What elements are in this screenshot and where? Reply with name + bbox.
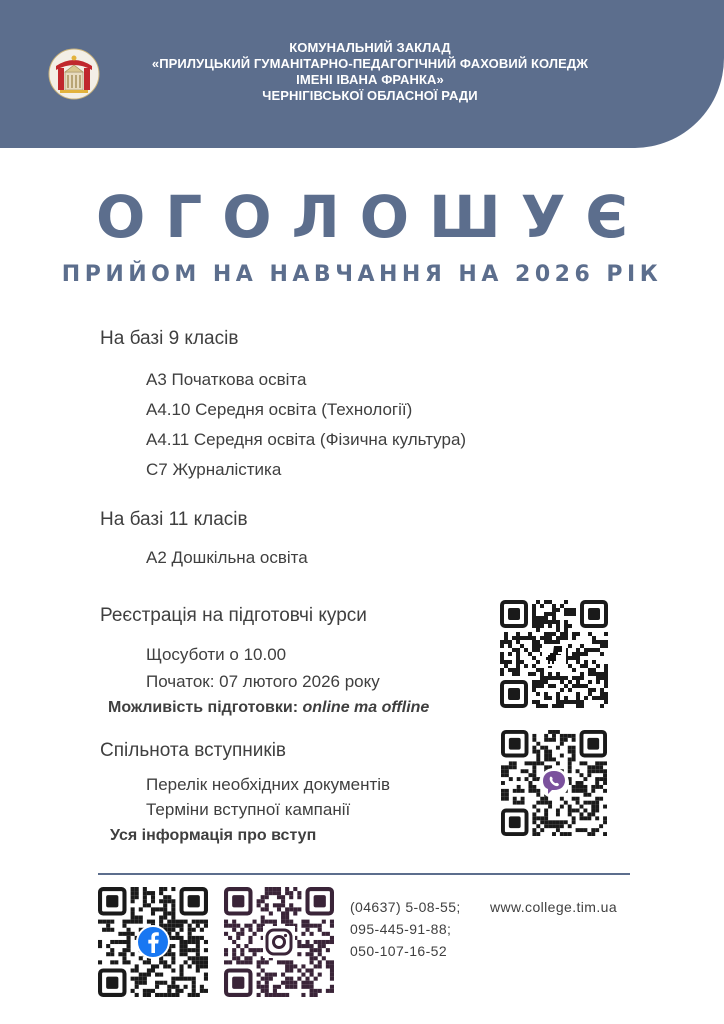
- section-title-base9: На базі 9 класів: [100, 328, 239, 349]
- website-link[interactable]: www.college.tim.ua: [490, 899, 618, 915]
- phone-number[interactable]: 050-107-16-52: [350, 943, 448, 959]
- header-banner: [0, 0, 724, 148]
- college-name: [110, 40, 630, 104]
- qr-code-courses[interactable]: [500, 600, 608, 708]
- college-name-line: «ПРИЛУЦЬКИЙ ГУМАНІТАРНО-ПЕДАГОГІЧНИЙ ФАХОВИЙ КОЛЕДЖ: [151, 56, 589, 71]
- college-name-line: КОМУНАЛЬНИЙ ЗАКЛАД: [289, 40, 451, 55]
- list-item: Терміни вступної кампанії: [146, 800, 351, 819]
- phone-number[interactable]: 095-445-91-88;: [350, 921, 452, 937]
- list-item: А4.10 Середня освіта (Технології): [146, 400, 413, 419]
- phone-number[interactable]: (04637) 5-08-55;: [350, 899, 461, 915]
- section-title-community: Спільнота вступників: [100, 740, 287, 761]
- list-item: А3 Початкова освіта: [146, 370, 307, 389]
- section-title-base11: На базі 11 класів: [100, 509, 248, 530]
- list-item: А2 Дошкільна освіта: [146, 548, 308, 567]
- section-title-courses: Реєстрація на підготовчі курси: [100, 605, 367, 626]
- qr-code-facebook[interactable]: [98, 887, 208, 997]
- list-item: Щосуботи о 10.00: [146, 645, 287, 664]
- phone-list: [350, 896, 461, 962]
- list-item: С7 Журналістика: [146, 460, 282, 479]
- instagram-icon: [262, 925, 296, 959]
- courses-note-label: Можливість підготовки:: [108, 699, 299, 716]
- courses-note: [108, 697, 429, 719]
- divider: [98, 873, 630, 875]
- list-item: А4.11 Середня освіта (Фізична культура): [146, 430, 467, 449]
- viber-icon: [538, 767, 570, 799]
- college-name-line: ІМЕНІ ІВАНА ФРАНКА»: [296, 72, 444, 87]
- college-name-line: ЧЕРНІГІВСЬКОЇ ОБЛАСНОЇ РАДИ: [262, 88, 478, 103]
- qr-code-community[interactable]: [500, 730, 608, 836]
- community-note: Уся інформація про вступ: [110, 827, 317, 844]
- page-title: ОГОЛОШУЄ: [96, 183, 648, 251]
- courses-note-value: online та offline: [302, 699, 430, 716]
- facebook-icon: [136, 925, 170, 959]
- dinosaur-icon: [542, 644, 566, 666]
- list-item: Початок: 07 лютого 2026 року: [146, 672, 380, 691]
- list-item: Перелік необхідних документів: [146, 775, 391, 794]
- page-subtitle: ПРИЙОМ НА НАВЧАННЯ НА 2026 РІК: [61, 262, 663, 287]
- qr-code-instagram[interactable]: [224, 887, 334, 997]
- college-logo-icon: [48, 48, 100, 100]
